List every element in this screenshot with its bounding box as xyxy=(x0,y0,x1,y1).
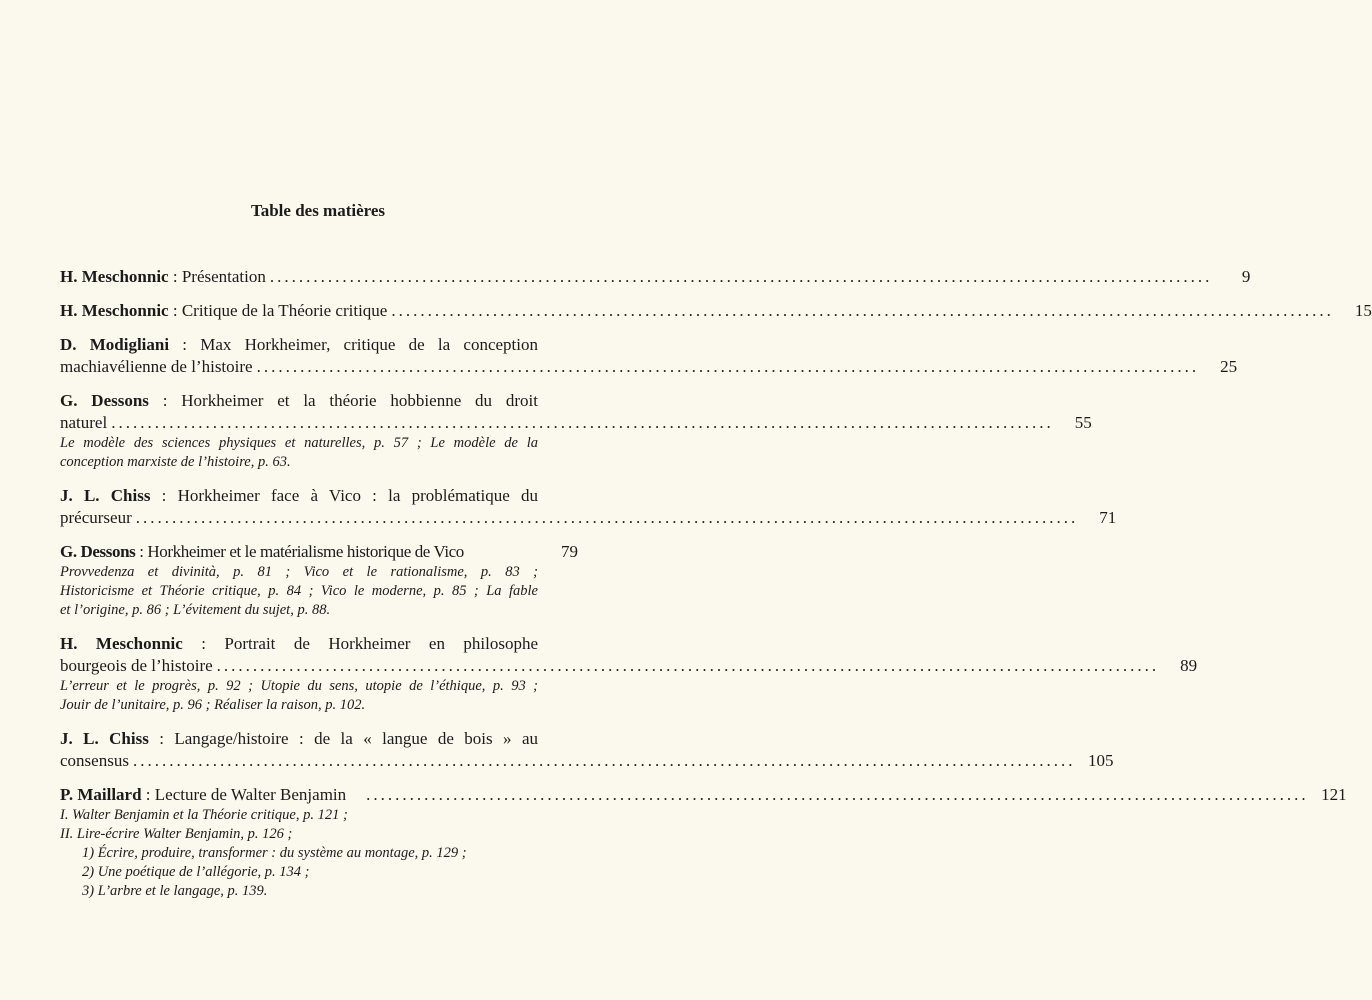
toc-entry-line xyxy=(60,300,1372,322)
entry-author: J. L. Chiss xyxy=(60,486,151,505)
entry-subsection: Historicisme et Théorie critique, p. 84 ; Vico le moderne, p. 85 ; La fable xyxy=(60,583,538,599)
entry-title-continued: machiavélienne de l’histoire xyxy=(60,357,253,376)
dot-leader: .................................................................................................................................. xyxy=(391,301,1334,320)
page-number: 71 xyxy=(1099,508,1117,527)
entry-title: : Horkheimer face à Vico : la problématique du xyxy=(150,486,539,505)
page-number: 121 xyxy=(1321,785,1347,804)
toc-entry-line xyxy=(60,390,578,412)
page-number: 79 xyxy=(561,542,578,561)
toc-entry-line xyxy=(60,334,578,356)
toc-entry xyxy=(60,266,1251,288)
entry-title: : Critique de la Théorie critique xyxy=(168,301,388,320)
entry-title-continued: bourgeois de l’histoire xyxy=(60,656,213,675)
toc-entry-line xyxy=(60,412,1092,434)
toc-entry xyxy=(60,784,1347,901)
entry-author: H. Meschonnic xyxy=(60,267,169,286)
entry-title: : Portrait de Horkheimer en philosophe xyxy=(182,634,539,653)
toc-entry xyxy=(60,390,1092,472)
entry-subsection: Le modèle des sciences physiques et naturelles, p. 57 ; Le modèle de la xyxy=(60,435,538,451)
dot-leader: .................................................................................................................................. xyxy=(216,656,1160,675)
entry-title: : Présentation xyxy=(168,267,266,286)
toc-entry xyxy=(60,485,1117,529)
entry-subsection: 2) Une poétique de l’allégorie, p. 134 ; xyxy=(82,864,310,880)
entry-subsection: conception marxiste de l’histoire, p. 63. xyxy=(60,454,291,470)
entry-author: G. Dessons xyxy=(60,391,149,410)
entry-author: H. Meschonnic xyxy=(60,301,169,320)
toc-entry-line xyxy=(60,784,1347,806)
toc-entry-line xyxy=(60,266,1251,288)
entry-author: D. Modigliani xyxy=(60,335,170,354)
toc-entry-line xyxy=(60,633,578,655)
dot-leader: .................................................................................................................................. xyxy=(135,508,1079,527)
entry-title: : Langage/histoire : de la « langue de bois » au xyxy=(148,729,538,748)
table-of-contents xyxy=(60,266,1372,901)
toc-entry-line xyxy=(60,485,578,507)
entry-title: : Lecture de Walter Benjamin xyxy=(141,785,347,804)
entry-title-continued: consensus xyxy=(60,751,129,770)
toc-entry xyxy=(60,300,1372,322)
entry-author: G. Dessons xyxy=(60,542,136,561)
entry-subsection: et l’origine, p. 86 ; L’évitement du sujet, p. 88. xyxy=(60,602,331,618)
dot-leader: .................................................................................................................................. xyxy=(111,413,1054,432)
dot-leader: .................................................................................................................................. xyxy=(366,785,1309,804)
page-number: 25 xyxy=(1220,357,1238,376)
entry-subsection: II. Lire-écrire Walter Benjamin, p. 126 ; xyxy=(60,826,293,842)
page-number: 9 xyxy=(1241,267,1251,286)
page-number: 89 xyxy=(1180,656,1198,675)
page-number: 15 xyxy=(1354,301,1372,320)
entry-subsection: I. Walter Benjamin et la Théorie critique, p. 121 ; xyxy=(60,807,348,823)
entry-subsection: 1) Écrire, produire, transformer : du système au montage, p. 129 ; xyxy=(82,845,467,861)
entry-subsection: L’erreur et le progrès, p. 92 ; Utopie du sens, utopie de l’éthique, p. 93 ; xyxy=(60,678,538,694)
toc-entry xyxy=(60,633,1198,715)
entry-title: : Horkheimer et la théorie hobbienne du droit xyxy=(148,391,538,410)
toc-entry-line xyxy=(60,750,1114,772)
dot-leader: .................................................................................................................................. xyxy=(256,357,1200,376)
entry-subsection: Provvedenza et divinità, p. 81 ; Vico et le rationalisme, p. 83 ; xyxy=(60,564,538,580)
entry-title-continued: précurseur xyxy=(60,508,132,527)
toc-entry xyxy=(60,334,1238,378)
page-title: Table des matières xyxy=(250,201,386,220)
toc-entry xyxy=(60,541,578,620)
entry-subsection: 3) L’arbre et le langage, p. 139. xyxy=(82,883,268,899)
entry-author: P. Maillard xyxy=(60,785,142,804)
entry-title: : Horkheimer et le matérialisme historique de Vico xyxy=(135,542,464,561)
toc-entry-line xyxy=(60,655,1198,677)
toc-entry-line xyxy=(60,541,578,563)
toc-entry-line xyxy=(60,728,578,750)
entry-subsection: Jouir de l’unitaire, p. 96 ; Réaliser la raison, p. 102. xyxy=(60,697,366,713)
entry-author: H. Meschonnic xyxy=(60,634,183,653)
entry-title-continued: naturel xyxy=(60,413,108,432)
page-number: 105 xyxy=(1087,751,1114,770)
toc-entry xyxy=(60,728,1114,772)
dot-leader: .................................................................................................................................. xyxy=(132,751,1076,770)
entry-author: J. L. Chiss xyxy=(60,729,149,748)
dot-leader: .................................................................................................................................. xyxy=(269,267,1213,286)
entry-title: : Max Horkheimer, critique de la conception xyxy=(169,335,538,354)
toc-entry-line xyxy=(60,356,1238,378)
page-number: 55 xyxy=(1074,413,1092,432)
toc-entry-line xyxy=(60,507,1117,529)
